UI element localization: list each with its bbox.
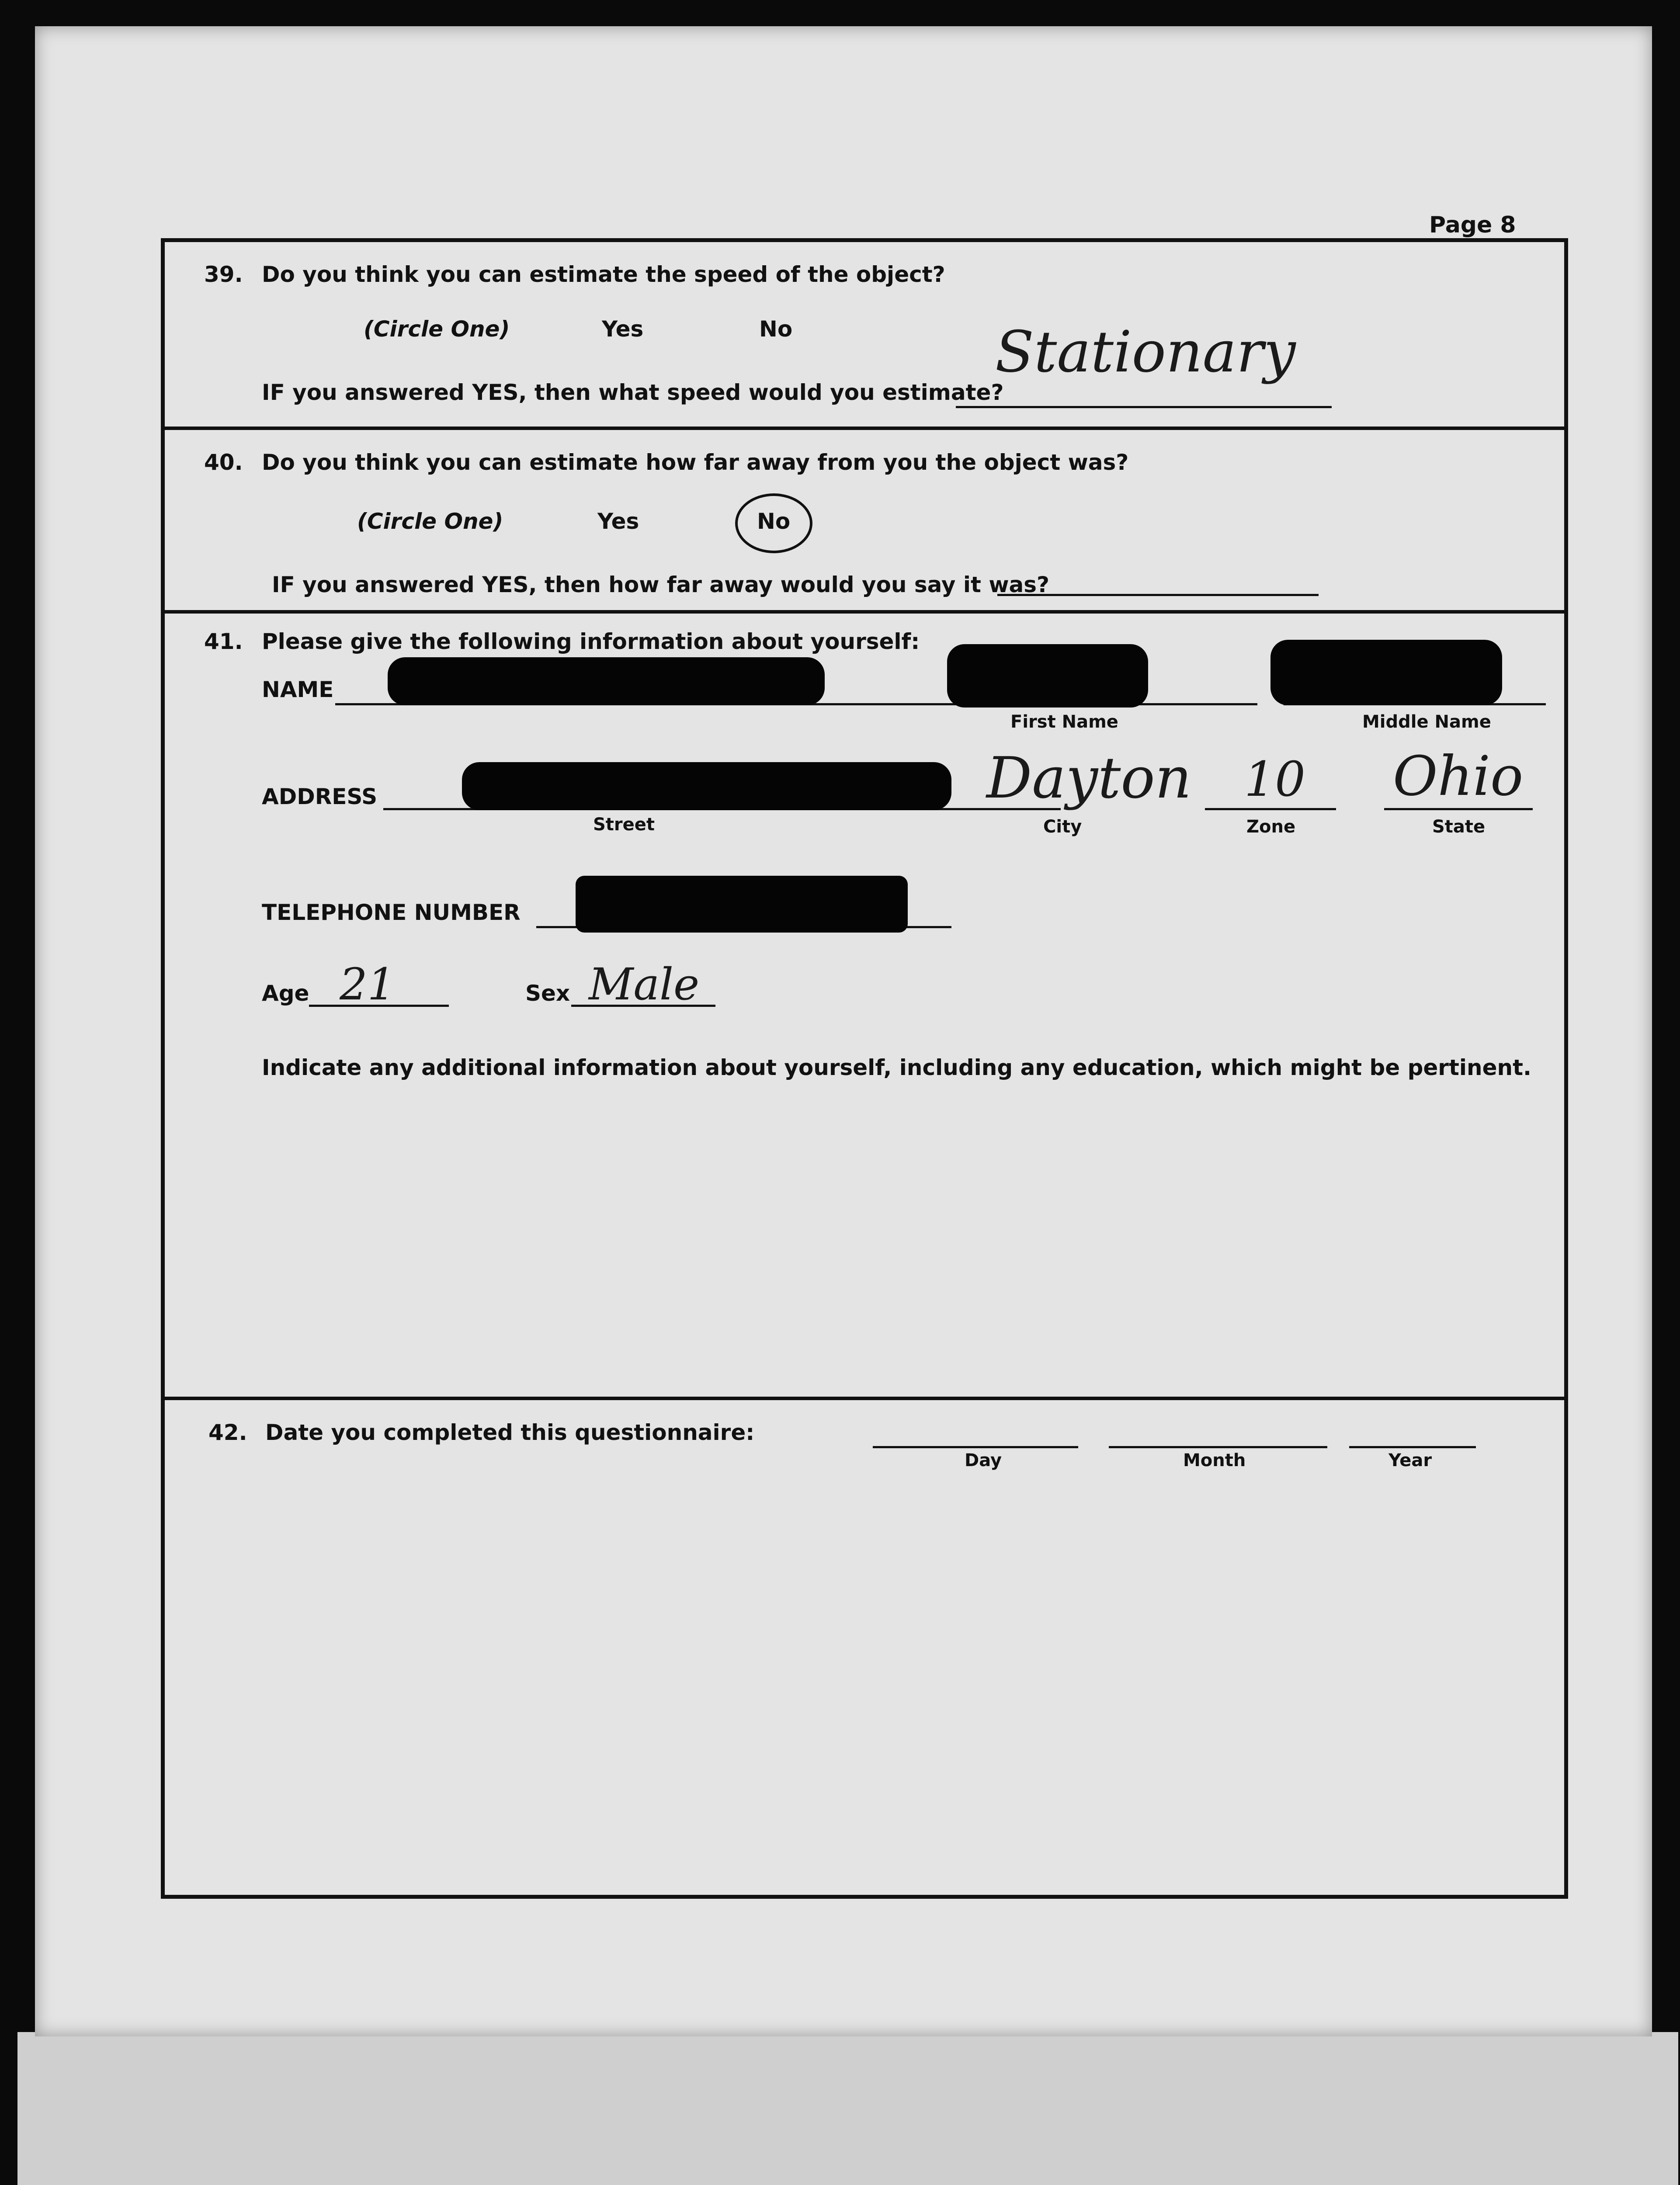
month-caption: Month: [1183, 1450, 1246, 1471]
telephone-label: TELEPHONE NUMBER: [262, 900, 521, 925]
q40-followup: IF you answered YES, then how far away would you say it was?: [272, 572, 1050, 597]
age-label: Age: [262, 981, 309, 1006]
q39-no-option: No: [759, 316, 793, 342]
year-line: [1349, 1446, 1476, 1448]
city-value: Dayton: [986, 745, 1192, 811]
zone-line: [1205, 808, 1336, 810]
middle-name-redaction: [1270, 640, 1502, 705]
state-line: [1384, 808, 1533, 810]
sex-value: Male: [589, 959, 700, 1010]
telephone-redaction: [576, 876, 908, 933]
day-caption: Day: [965, 1450, 1002, 1471]
q39-question: Do you think you can estimate the speed of the object?: [262, 262, 945, 287]
street-redaction: [462, 762, 951, 810]
first-name-caption: First Name: [1010, 712, 1118, 732]
q42-number: 42.: [208, 1420, 247, 1445]
q39-number: 39.: [204, 262, 243, 287]
q39-followup: IF you answered YES, then what speed would you estimate?: [262, 380, 1004, 405]
page-number: Page 8: [1429, 212, 1516, 238]
q41-number: 41.: [204, 629, 243, 654]
zone-value: 10: [1244, 751, 1305, 807]
q42-question: Date you completed this questionnaire:: [265, 1420, 755, 1445]
middle-name-caption: Middle Name: [1362, 712, 1491, 732]
q40-no-option: No: [757, 509, 791, 534]
city-caption: City: [1043, 817, 1082, 837]
month-line: [1109, 1446, 1327, 1448]
q39-circle-one: (Circle One): [364, 316, 510, 342]
q40-number: 40.: [204, 450, 243, 475]
q40-distance-line: [997, 594, 1319, 596]
question-40-section: [165, 430, 1564, 614]
sex-label: Sex: [525, 981, 570, 1006]
address-label: ADDRESS: [262, 784, 378, 809]
question-41-section: [165, 614, 1564, 1400]
first-name-redaction: [947, 644, 1148, 708]
q40-question: Do you think you can estimate how far away from you the object was?: [262, 450, 1129, 475]
street-caption: Street: [593, 815, 655, 835]
year-caption: Year: [1388, 1450, 1432, 1471]
state-value: Ohio: [1393, 745, 1524, 808]
last-name-redaction: [388, 657, 825, 705]
age-value: 21: [340, 959, 396, 1010]
additional-info-prompt: Indicate any additional information about yourself, including any education, which might be pertinent.: [262, 1055, 1531, 1080]
day-line: [873, 1446, 1078, 1448]
name-label: NAME: [262, 677, 334, 702]
form-box: [161, 238, 1568, 1899]
state-caption: State: [1432, 817, 1486, 837]
q39-speed-answer: Stationary: [995, 319, 1296, 385]
q41-question: Please give the following information about yourself:: [262, 629, 920, 654]
q39-yes-option: Yes: [602, 316, 644, 342]
back-sheet: [17, 2032, 1678, 2185]
question-39-section: [165, 242, 1564, 430]
zone-caption: Zone: [1246, 817, 1296, 837]
question-42-section: [165, 1400, 1564, 1898]
q40-circle-one: (Circle One): [357, 509, 503, 534]
q40-yes-option: Yes: [597, 509, 639, 534]
q39-speed-line: [956, 406, 1332, 408]
